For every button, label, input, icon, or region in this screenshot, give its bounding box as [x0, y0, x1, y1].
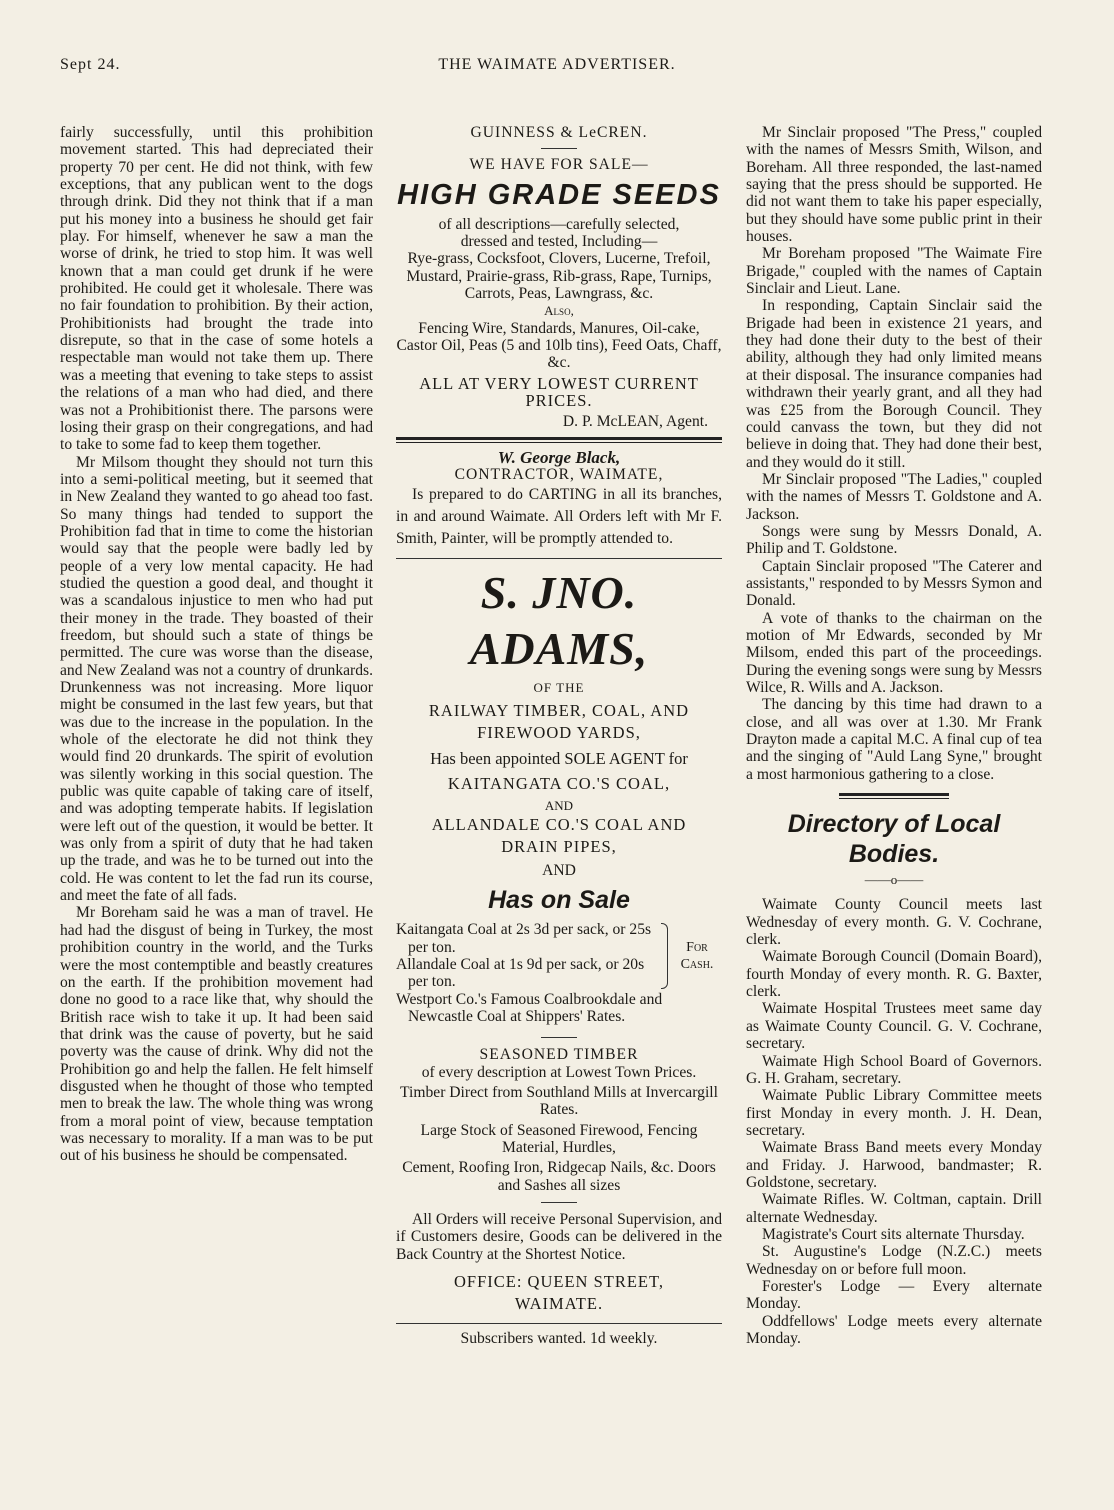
seeds-description: of all descriptions—carefully selected, dressed and tested, Including—	[438, 215, 680, 251]
directory-entry: Waimate High School Board of Governors. G. H. Graham, secretary.	[746, 1052, 1042, 1087]
high-grade-seeds-heading: HIGH GRADE SEEDS	[397, 178, 721, 211]
for-sale-heading: WE HAVE FOR SALE—	[469, 156, 649, 174]
black-contractor-title: CONTRACTOR, WAIMATE,	[454, 466, 664, 484]
of-the-label: OF THE	[533, 679, 585, 695]
article-paragraph: Mr Boreham proposed "The Waimate Fire Brigade," coupled with the names of Captain Sinclair and Lieut. Lane.	[746, 245, 1042, 298]
article-paragraph: Captain Sinclair proposed "The Caterer and assistants," responded to by Messrs Symon and Donald.	[746, 557, 1042, 610]
guinness-lecren-heading: GUINNESS & LeCREN.	[470, 124, 648, 141]
black-contractor-text: Is prepared to do CARTING in all its branches, in and around Waimate. All Orders left with Mr F. Smith, Painter, will be promptly attended to.	[396, 485, 722, 547]
kaitangata-coal: KAITANGATA CO.'S COAL,	[447, 774, 671, 794]
directory-entry: St. Augustine's Lodge (N.Z.C.) meets Wednesday on or before full moon.	[746, 1243, 1042, 1278]
article-paragraph: Mr Boreham said he was a man of travel. He had had the disgust of being in Turkey, the most prohibition country in the world, and the Turks were the most contemptible and beastly creatures on the earth. If the prohibition movement had done no good to a race like that, why should the British race wish to take it up. It had been said that drink was the cause of poverty, but he said poverty was the cause of drink. Why did not the Prohibition go and help the fallen. He felt himself disgusted when he thought of those who tempted men to break the law. The whole thing was wrong from a moral point of view, because temptation was necessary to morality. If a man was to be put out of his business he should be compensated.	[60, 904, 373, 1165]
directory-heading: Directory of Local Bodies.	[787, 810, 1001, 869]
subscribers-wanted: Subscribers wanted. 1d weekly.	[460, 1330, 658, 1348]
directory-entry: Waimate Hospital Trustees meet same day as Waimate County Council. G. V. Cochrane, secretary.	[746, 1000, 1042, 1053]
timber-direct: Timber Direct from Southland Mills at Invercargill Rates.	[400, 1083, 718, 1119]
page-header	[0, 56, 1114, 80]
article-paragraph: The dancing by this time had drawn to a close, and all was over at 1.30. Mr Frank Drayton made a capital M.C. A final cup of tea and the singing of "Auld Lang Syne," brought a most harmonious gathering to a close.	[746, 696, 1042, 783]
divider	[541, 148, 577, 149]
section-divider	[839, 793, 949, 799]
article-column-3	[746, 124, 1042, 1347]
allandale-coal: ALLANDALE CO.'S COAL AND DRAIN PIPES,	[431, 814, 687, 856]
coal-price-list	[396, 921, 722, 990]
seeds-list: Rye-grass, Cocksfoot, Clovers, Lucerne, Trefoil, Mustard, Prairie-grass, Rib-grass, Rape, Turnips, Carrots, Peas, Lawngrass, &c.	[406, 250, 712, 303]
agent-signature: D. P. McLEAN, Agent.	[562, 413, 708, 431]
directory-entry: Waimate Brass Band meets every Monday and Friday. J. Harwood, bandmaster; R. Goldstone, secretary.	[746, 1139, 1042, 1191]
every-description: of every description at Lowest Town Prices.	[421, 1063, 697, 1081]
allandale-price: Allandale Coal at 1s 9d per sack, or 20s per ton.	[396, 955, 645, 991]
directory-entry: Oddfellows' Lodge meets every alternate Monday.	[746, 1312, 1042, 1347]
article-paragraph: fairly successfully, until this prohibition movement started. This had depreciated their property 70 per cent. He did not think, with few exceptions, that any publican went to the dogs through drink. Did they not think that if a man put his money into a business he should get fair play. For himself, whenever he saw a man the worse of drink, he tried to stop him. It was well known that a man could get drunk if he were prohibited. He could get it wholesale. There was no fair foundation to prohibition. By their action, Prohibitionists had brought the trade into disrepute, so that in the case of some hotels a respectable man would not take them up. There was a meeting that evening to take steps to assist the relations of a man who had died, and there was not a Prohibitionist there. The parsons were losing their grasp on their congregations, and had to take to some fad to keep them together.	[60, 124, 373, 454]
section-divider	[396, 558, 722, 559]
black-contractor-name: W. George Black,	[497, 447, 621, 467]
divider	[541, 1037, 577, 1038]
kaitangata-price: Kaitangata Coal at 2s 3d per sack, or 25s per ton.	[396, 921, 652, 956]
has-on-sale-heading: Has on Sale	[488, 886, 630, 915]
sole-agent-line: Has been appointed SOLE AGENT for	[430, 748, 688, 768]
and-label: AND	[544, 797, 574, 813]
westport-block	[396, 991, 722, 1026]
seasoned-timber-heading: SEASONED TIMBER	[479, 1046, 639, 1064]
railway-yards: RAILWAY TIMBER, COAL, AND FIREWOOD YARDS,	[428, 700, 690, 742]
also-label: Also,	[544, 303, 574, 319]
directory-entry: Waimate Public Library Committee meets first Monday in every month. J. H. Dean, secretary.	[746, 1087, 1042, 1139]
directory-entry: Waimate Rifles. W. Coltman, captain. Drill alternate Wednesday.	[746, 1191, 1042, 1226]
cement-iron: Cement, Roofing Iron, Ridgecap Nails, &c. Doors and Sashes all sizes	[402, 1159, 716, 1194]
for-label: For	[686, 939, 708, 955]
directory-entry: Waimate Borough Council (Domain Board), fourth Monday of every month. R. G. Baxter, clerk.	[746, 948, 1042, 1001]
divider	[541, 1202, 577, 1203]
advertisement-column	[396, 124, 722, 1347]
article-paragraph: Mr Sinclair proposed "The Press," coupled with the names of Messrs Smith, Wilson, and Boreham. All three responded, the last-named saying that the press should be supported. He did not want them to take his paper especially, but they should have some public print in their houses.	[746, 124, 1042, 246]
issue-date: Sept 24.	[60, 56, 121, 73]
office-address: OFFICE: QUEEN STREET, WAIMATE.	[454, 1272, 664, 1314]
article-paragraph: Songs were sung by Messrs Donald, A. Philip and T. Goldstone.	[746, 522, 1042, 558]
fencing-list: Fencing Wire, Standards, Manures, Oil-cake, Castor Oil, Peas (5 and 10lb tins), Feed Oats, Chaff, &c.	[396, 319, 722, 372]
section-divider	[396, 1323, 722, 1324]
large-stock: Large Stock of Seasoned Firewood, Fencing Material, Hurdles,	[420, 1121, 698, 1156]
directory-entry: Forester's Lodge — Every alternate Monday.	[746, 1277, 1042, 1313]
masthead-title: THE WAIMATE ADVERTISER.	[438, 56, 676, 73]
cash-label: Cash.	[680, 956, 714, 972]
article-paragraph: A vote of thanks to the chairman on the motion of Mr Edwards, seconded by Mr Milsom, ended this part of the proceedings. During the evening songs were sung by Messrs Wilce, R. Wills and A. Jackson.	[746, 609, 1042, 696]
section-divider	[396, 437, 722, 443]
for-cash-label	[672, 921, 722, 990]
bracket-mark	[661, 923, 668, 988]
article-paragraph: Mr Sinclair proposed "The Ladies," coupled with the names of Messrs T. Goldstone and A. Jackson.	[746, 470, 1042, 523]
orders-notice: All Orders will receive Personal Supervision, and if Customers desire, Goods can be delivered in the Back Country at the Shortest Notice.	[396, 1211, 722, 1263]
westport-coal: Westport Co.'s Famous Coalbrookdale and Newcastle Coal at Shippers' Rates.	[396, 990, 663, 1025]
adams-heading: S. JNO. ADAMS,	[469, 566, 649, 674]
and-label: AND	[542, 861, 576, 879]
lowest-prices: ALL AT VERY LOWEST CURRENT PRICES.	[419, 373, 699, 411]
article-column-1	[60, 124, 373, 1165]
directory-divider-mark: ——o——	[864, 872, 924, 888]
directory-entry: Magistrate's Court sits alternate Thursday.	[762, 1225, 1025, 1243]
directory-entry: Waimate County Council meets last Wednesday of every month. G. V. Cochrane, clerk.	[746, 896, 1042, 949]
article-paragraph: Mr Milsom thought they should not turn this into a semi-political meeting, but it seemed that in New Zealand they wanted to go ahead too fast. So many things had tended to support the Prohibition fad that in time to come the historian would say that the people were badly led by people of a very low mental capacity. He had studied the question a good deal, and thought it was a scandalous injustice to men who had put their money in the trade. They boasted of their freedom, but should such a state of things be permitted. The cure was worse than the disease, and New Zealand was not a country of drunkards. Drunkenness was not increasing. More liquor might be consumed in the last few years, but that was due to the increase in the population. In the whole of the electorate he did not think they would find 20 drunkards. The spirit of evolution was silently working in this social question. The public was quite capable of taking care of itself, and was adopting temperate habits. If legislation were left out of the question, it would be better. It was only from a spirit of duty that he had taken up the trade, and was he to be turned out into the cold. He was content to let the fad run its course, and meet the fate of all fads.	[60, 453, 373, 905]
article-paragraph: In responding, Captain Sinclair said the Brigade had been in existence 21 years, and they had done their duty to the best of their ability, although they had only limited means at their disposal. The insurance companies had withdrawn their yearly grant, and all they had was £25 from the Borough Council. They could canvass the town, but they did not believe in doing that. They had done their best, and they would do it still.	[746, 297, 1042, 471]
